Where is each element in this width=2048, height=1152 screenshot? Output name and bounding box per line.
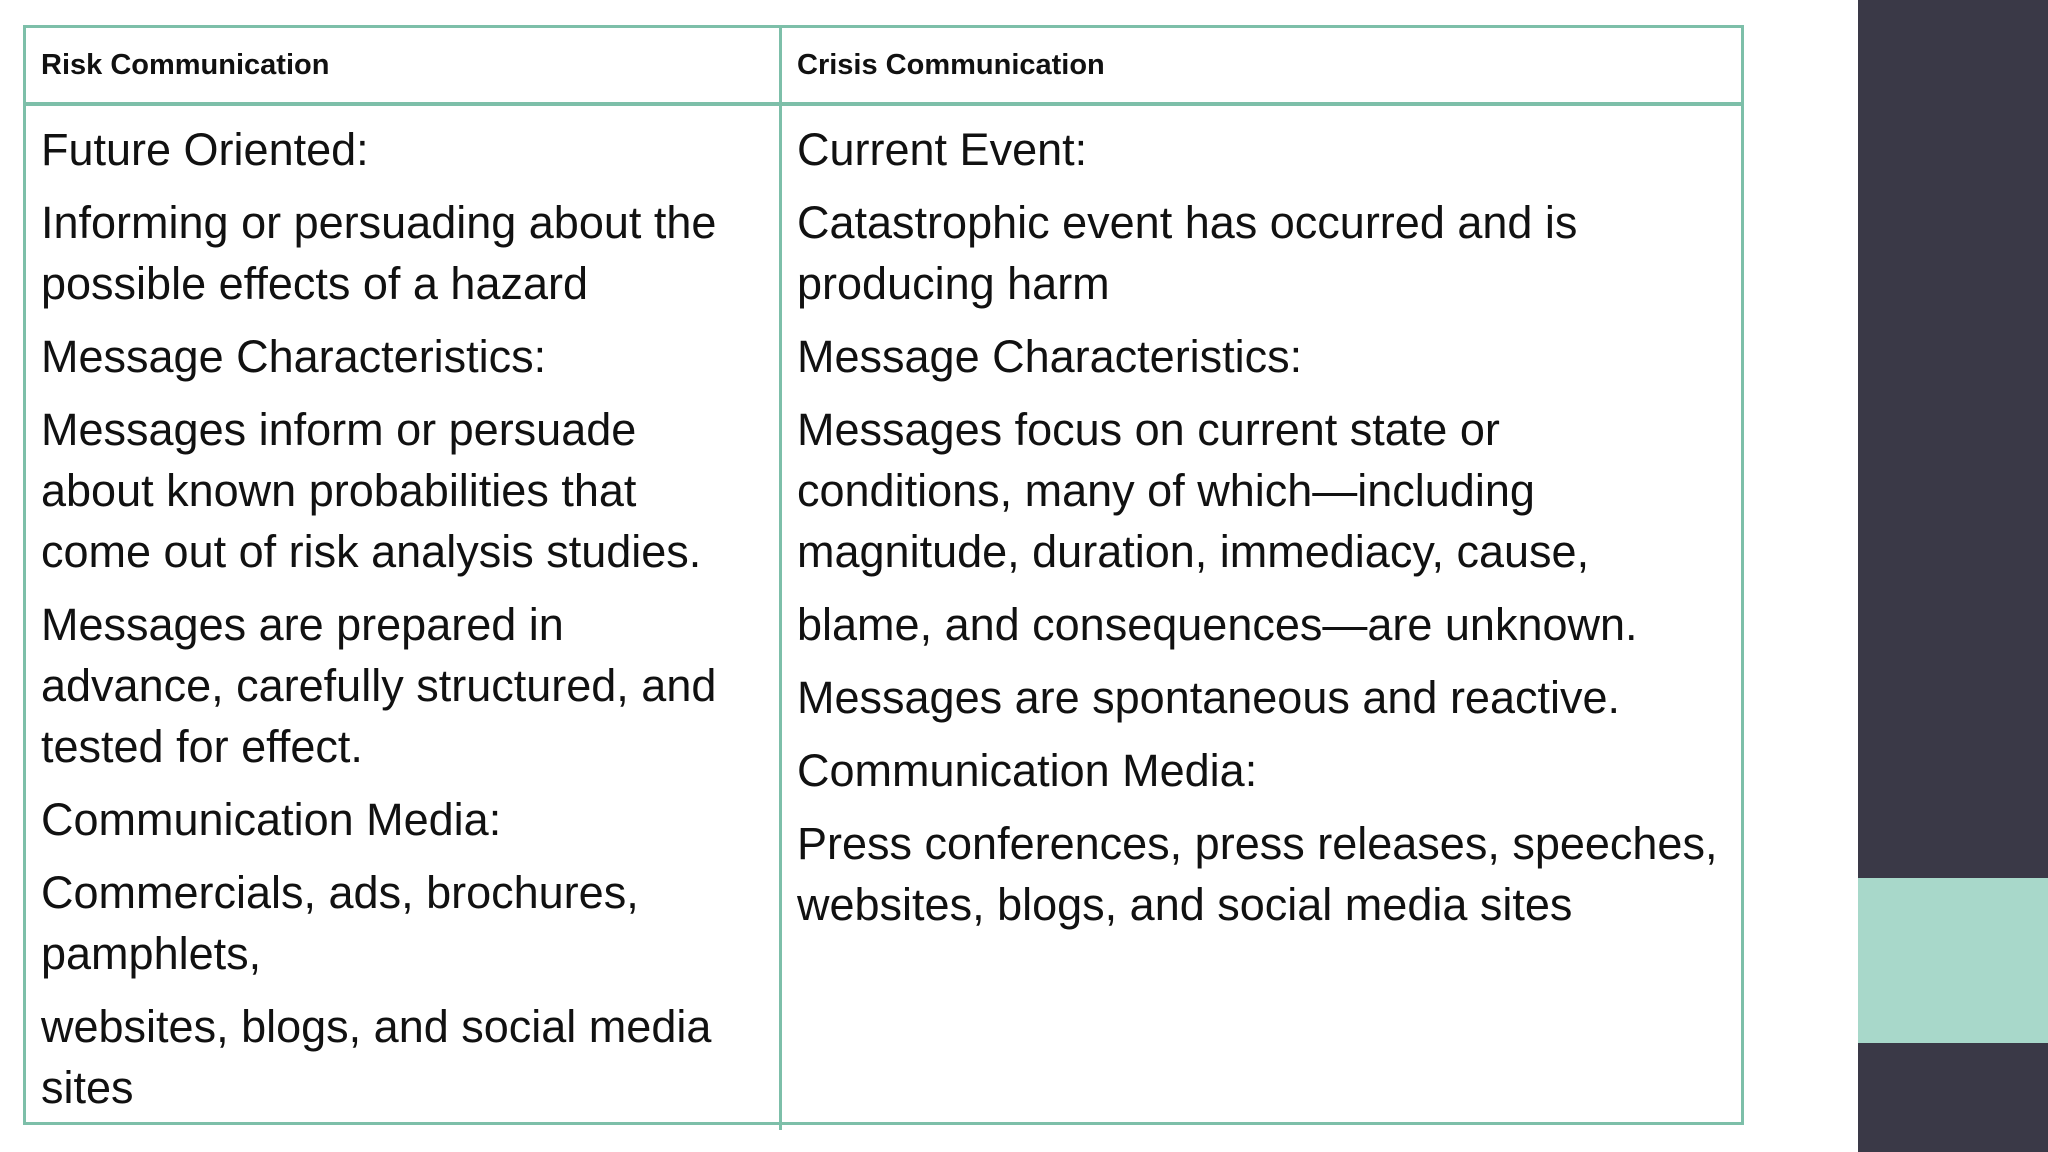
paragraph [41,192,764,314]
text-line: magnitude, duration, immediacy, cause, [797,526,1590,577]
header-risk-communication [26,28,782,106]
paragraph [41,862,764,984]
text-line: Communication Media: [797,745,1258,796]
header-crisis-communication [782,28,1741,106]
text-line: possible effects of a hazard [41,258,589,309]
text-line: Message Characteristics: [797,331,1303,382]
text-line: Catastrophic event has occurred and is [797,197,1578,248]
paragraph [797,594,1726,655]
text-line: Current Event: [797,124,1088,175]
paragraph [797,399,1726,582]
risk-communication-cell [26,106,782,1130]
paragraph [41,594,764,777]
text-line: sites [41,1062,134,1113]
text-line: Messages focus on current state or [797,404,1500,455]
paragraph [797,192,1726,314]
text-line: Messages inform or persuade [41,404,637,455]
text-line: Future Oriented: [41,124,369,175]
comparison-table [23,25,1744,1125]
paragraph [41,326,764,387]
header-label: Crisis Communication [797,48,1105,81]
paragraph [797,667,1726,728]
header-label: Risk Communication [41,48,330,81]
text-line: producing harm [797,258,1110,309]
text-line: conditions, many of which—including [797,465,1535,516]
text-line: come out of risk analysis studies. [41,526,702,577]
text-line: blame, and consequences—are unknown. [797,599,1638,650]
text-line: Message Characteristics: [41,331,547,382]
paragraph [797,740,1726,801]
text-line: Communication Media: [41,794,502,845]
text-line: pamphlets, [41,928,262,979]
paragraph [41,789,764,850]
crisis-communication-cell [782,106,1741,1130]
text-line: Informing or persuading about the [41,197,717,248]
paragraph [797,119,1726,180]
text-line: Press conferences, press releases, speeches, [797,818,1718,869]
text-line: tested for effect. [41,721,363,772]
paragraph [41,996,764,1118]
text-line: advance, carefully structured, and [41,660,717,711]
paragraph [41,119,764,180]
text-line: Messages are prepared in [41,599,564,650]
text-line: websites, blogs, and social media sites [797,879,1573,930]
text-line: Messages are spontaneous and reactive. [797,672,1621,723]
text-line: Commercials, ads, brochures, [41,867,639,918]
paragraph [797,813,1726,935]
text-line: about known probabilities that [41,465,637,516]
paragraph [41,399,764,582]
paragraph [797,326,1726,387]
decorative-accent-block [1858,878,2048,1043]
text-line: websites, blogs, and social media [41,1001,712,1052]
